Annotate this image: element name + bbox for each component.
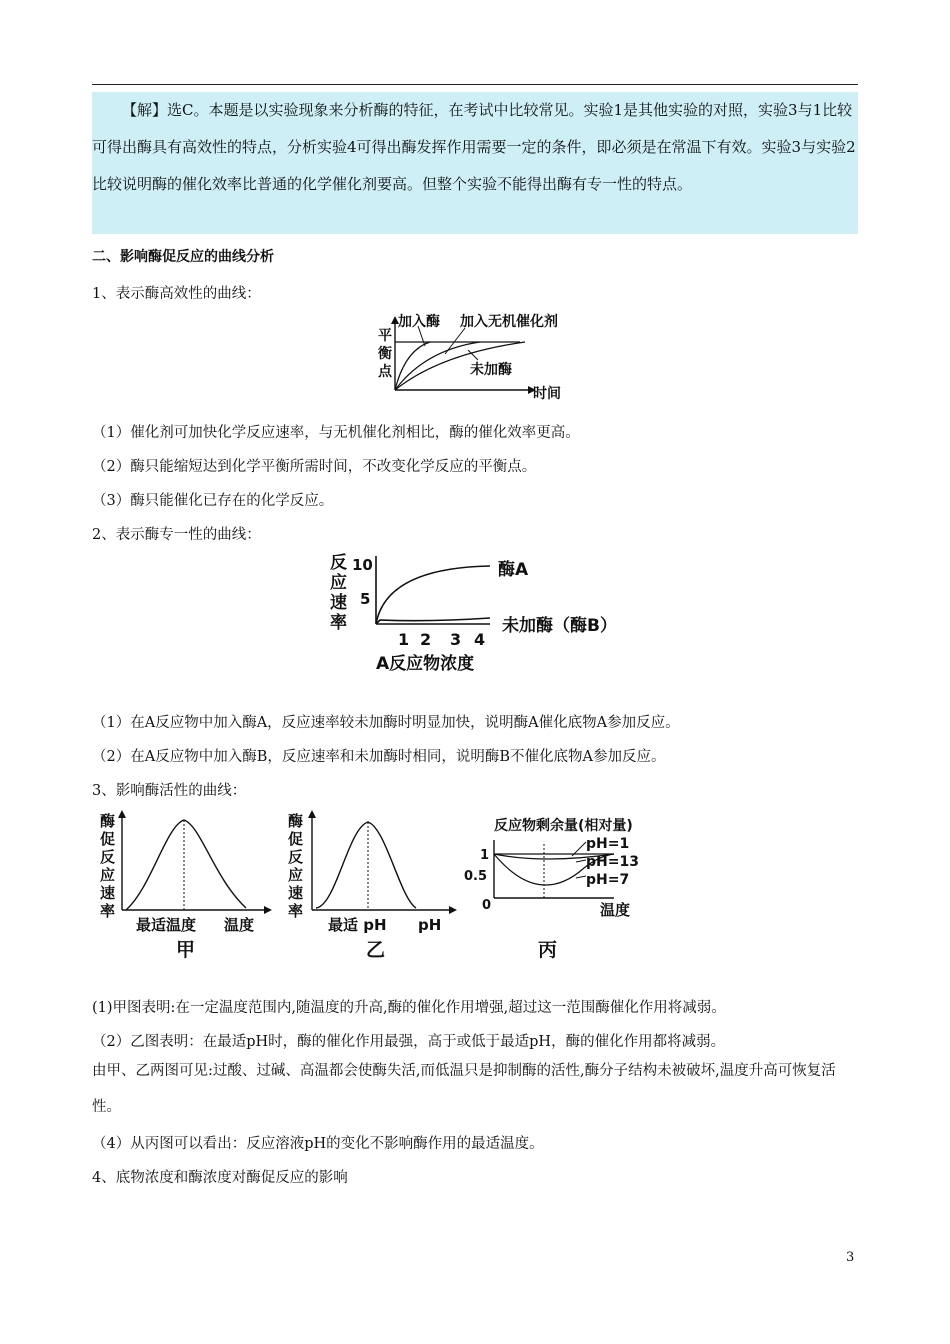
eff-leader-inorganic	[445, 328, 465, 354]
yi-x-opt: 最适 pH	[328, 916, 387, 934]
spec-xtick-2: 2	[420, 630, 432, 649]
spec-label-b: 未加酶（酶B）	[502, 616, 617, 636]
page-number: 3	[846, 1250, 855, 1265]
item1-heading: 1、表示酶高效性的曲线：	[92, 286, 261, 302]
jia-ylabel-5: 率	[100, 902, 116, 920]
jia-x-arrow	[264, 906, 272, 914]
spec-ylabel-0: 反	[330, 553, 347, 573]
yi-ylabel-1: 促	[288, 830, 304, 848]
spec-xtick-4: 4	[474, 630, 486, 649]
yi-ylabel-3: 应	[288, 866, 304, 884]
spec-curve-b	[376, 618, 490, 624]
eff-ylabel-1: 衡	[378, 346, 392, 362]
eff-label-enzyme: 加入酶	[398, 314, 440, 330]
spec-curve-a	[376, 566, 490, 624]
yi-ylabel-2: 反	[288, 848, 304, 866]
spec-ylabel-1: 应	[330, 573, 347, 593]
yi-xlabel: pH	[418, 916, 442, 934]
bing-leader-ph7	[576, 876, 586, 878]
yi-curve	[316, 822, 416, 908]
bing-ytick-1: 1	[480, 848, 490, 863]
item1-point-3: （3）酶只能催化已存在的化学反应。	[92, 493, 334, 509]
eff-label-inorganic: 加入无机催化剂	[460, 314, 558, 330]
efficiency-chart	[370, 306, 600, 406]
jia-ylabel-3: 应	[100, 866, 116, 884]
section-title: 二、影响酶促反应的曲线分析	[92, 249, 274, 265]
eff-xlabel: 时间	[533, 386, 561, 402]
spec-ytick-5: 5	[360, 590, 371, 608]
eff-ylabel-0: 平	[378, 328, 392, 344]
item3-point-1: (1)甲图表明:在一定温度范围内,随温度的升高,酶的催化作用增强,超过这一范围酶催化作用将减弱。	[92, 1000, 726, 1016]
eff-ylabel-2: 点	[378, 364, 392, 380]
eff-label-none: 未加酶	[470, 362, 512, 378]
answer-text: 【解】选C。本题是以实验现象来分析酶的特征，在考试中比较常见。实验1是其他实验的对照，实验3与1比较可得出酶具有高效性的特点，分析实验4可得出酶发挥作用需要一定的条件，即必须是在常温下有效。实验3与实验2比较说明酶的催化效率比普通的化学催化剂要高。但整个实验不能得出酶有专一性的特点。	[92, 101, 856, 193]
spec-ytick-10: 10	[352, 556, 373, 574]
yi-x-arrow	[449, 906, 457, 914]
answer-block	[92, 92, 858, 234]
item3-heading: 3、影响酶活性的曲线：	[92, 783, 247, 799]
yi-ylabel-0: 酶	[288, 812, 304, 830]
item3-point-4: （4）从丙图可以看出：反应溶液pH的变化不影响酶作用的最适温度。	[92, 1136, 544, 1152]
specificity-chart	[330, 548, 640, 678]
spec-xlabel: A反应物浓度	[376, 654, 475, 674]
jia-ylabel-4: 速	[100, 884, 116, 902]
spec-xtick-1: 1	[398, 630, 410, 649]
yi-caption: 乙	[366, 939, 386, 961]
jia-ylabel-2: 反	[100, 848, 116, 866]
spec-ylabel-3: 率	[330, 613, 347, 633]
bing-chart	[464, 812, 714, 968]
item2-heading: 2、表示酶专一性的曲线：	[92, 527, 261, 543]
jia-ylabel-0: 酶	[100, 812, 116, 830]
jia-x-opt: 最适温度	[136, 916, 197, 934]
temperature-chart	[96, 808, 276, 968]
eff-curve-inorganic	[395, 342, 480, 390]
jia-caption: 甲	[176, 939, 196, 961]
item2-point-2: （2）在A反应物中加入酶B，反应速率和未加酶时相同，说明酶B不催化底物A参加反应。	[92, 749, 666, 765]
yi-y-arrow	[308, 810, 316, 818]
bing-ytick-0: 0	[482, 898, 492, 913]
header-rule	[92, 84, 858, 85]
bing-xlabel: 温度	[600, 901, 631, 919]
item3-point-2: （2）乙图表明：在最适pH时，酶的催化作用最强，高于或低于最适pH，酶的催化作用都将减弱。	[92, 1034, 726, 1050]
bing-ytick-05: 0.5	[464, 869, 488, 884]
spec-ylabel-2: 速	[330, 593, 347, 613]
jia-curve	[126, 820, 246, 910]
jia-ylabel-1: 促	[100, 830, 116, 848]
bing-title: 反应物剩余量(相对量)	[494, 818, 633, 834]
bing-leader-ph13	[576, 860, 586, 862]
spec-xtick-3: 3	[450, 630, 462, 649]
yi-ylabel-5: 率	[288, 902, 304, 920]
item3-conclusion: 由甲、乙两图可见:过酸、过碱、高温都会使酶失活,而低温只是抑制酶的活性,酶分子结构未被破坏,温度升高可恢复活性。	[92, 1063, 836, 1115]
yi-ylabel-4: 速	[288, 884, 304, 902]
item1-point-1: （1）催化剂可加快化学反应速率，与无机催化剂相比，酶的催化效率更高。	[92, 425, 580, 441]
item2-point-1: （1）在A反应物中加入酶A，反应速率较未加酶时明显加快，说明酶A催化底物A参加反应。	[92, 715, 680, 731]
bing-series-ph7: pH=7	[586, 872, 630, 888]
bing-series-ph1: pH=1	[586, 836, 630, 852]
jia-y-arrow	[118, 810, 126, 818]
item4-heading: 4、底物浓度和酶浓度对酶促反应的影响	[92, 1170, 348, 1186]
jia-xlabel: 温度	[224, 916, 255, 934]
item1-point-2: （2）酶只能缩短达到化学平衡所需时间，不改变化学反应的平衡点。	[92, 459, 537, 475]
ph-chart	[286, 808, 466, 968]
bing-caption: 丙	[538, 939, 558, 961]
spec-label-a: 酶A	[498, 560, 529, 580]
bing-series-ph13: pH=13	[586, 854, 639, 870]
